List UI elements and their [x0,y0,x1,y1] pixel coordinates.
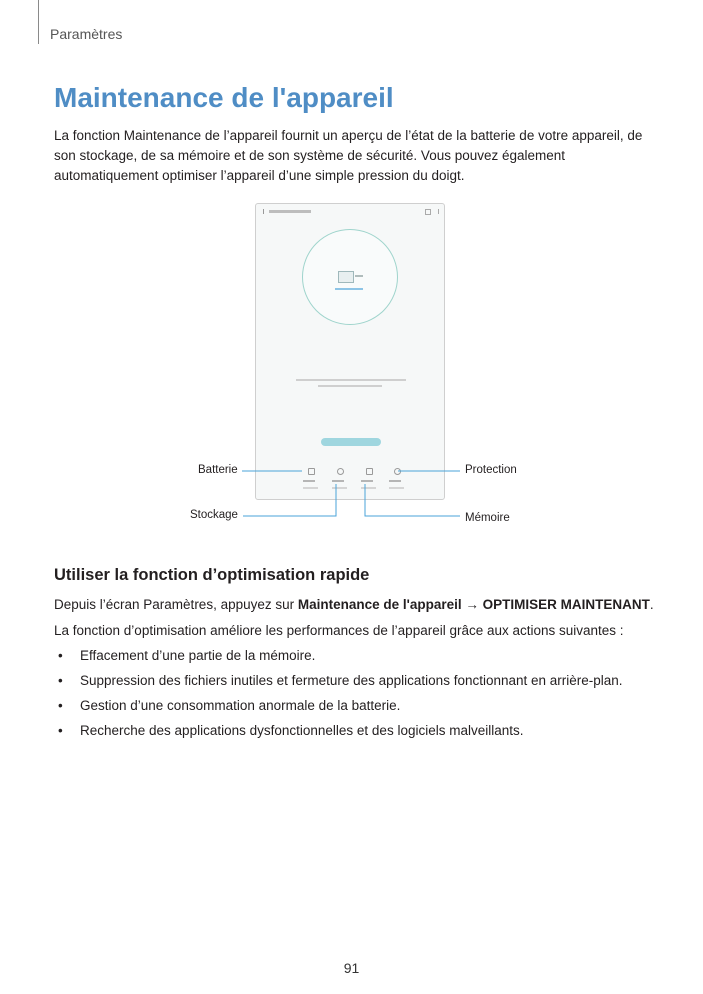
device-screenshot [255,203,445,500]
page-title: Maintenance de l'appareil [54,82,394,113]
device-action-icon [425,209,431,215]
bullet-marker: • [58,648,63,663]
bullet-marker: • [58,723,63,738]
list-item: • Suppression des fichiers inutiles et fermeture des applications fonctionnant en arrière-plan. [58,671,623,691]
device-app-bar [263,209,439,215]
bullet-list [58,646,623,746]
callout-memory: Mémoire [465,512,510,524]
callout-battery: Batterie [198,464,238,476]
intro-paragraph: La fonction Maintenance de l’appareil fournit un aperçu de l’état de la batterie de votre appareil, de son stockage, de sa mémoire et de son système de sécurité. Vous pouvez également automatiquement optimiser l’appareil d’une simple pression du doigt. [54,128,643,183]
back-arrow-icon [263,209,267,214]
callout-protection: Protection [465,464,517,476]
shield-icon [394,468,401,475]
steps-prefix: Depuis l’écran Paramètres, appuyez sur [54,597,298,612]
score-value [338,271,354,283]
device-text-line [296,379,406,381]
battery-icon [308,468,315,475]
section-title: Utiliser la fonction d’optimisation rapide [54,566,370,584]
steps-action: OPTIMISER MAINTENANT [482,597,650,612]
list-item: • Recherche des applications dysfonctionnelles et des logiciels malveillants. [58,721,623,741]
list-item: • Gestion d’une consommation anormale de la batterie. [58,696,623,716]
score-unit [355,275,363,277]
steps-arrow: → [461,597,483,612]
device-category-row [301,468,401,498]
list-item: • Effacement d’une partie de la mémoire. [58,646,623,666]
callout-storage: Stockage [190,509,238,521]
steps-paragraph [54,595,654,615]
lead-paragraph: La fonction d’optimisation améliore les performances de l’appareil grâce aux actions suivantes : [54,623,624,638]
storage-icon [337,468,344,475]
steps-target: Maintenance de l'appareil [297,597,462,612]
score-ring [302,229,398,325]
device-title-placeholder [269,210,311,213]
bullet-marker: • [58,698,63,713]
steps-suffix: . [649,597,654,612]
page-number: 91 [343,960,360,976]
running-header: Paramètres [50,26,123,42]
bullet-marker: • [58,673,63,688]
status-text [335,288,363,290]
optimize-button [321,438,381,446]
header-rule [38,0,39,44]
memory-icon [366,468,373,475]
more-options-icon [438,209,439,214]
device-text-line [318,385,382,387]
